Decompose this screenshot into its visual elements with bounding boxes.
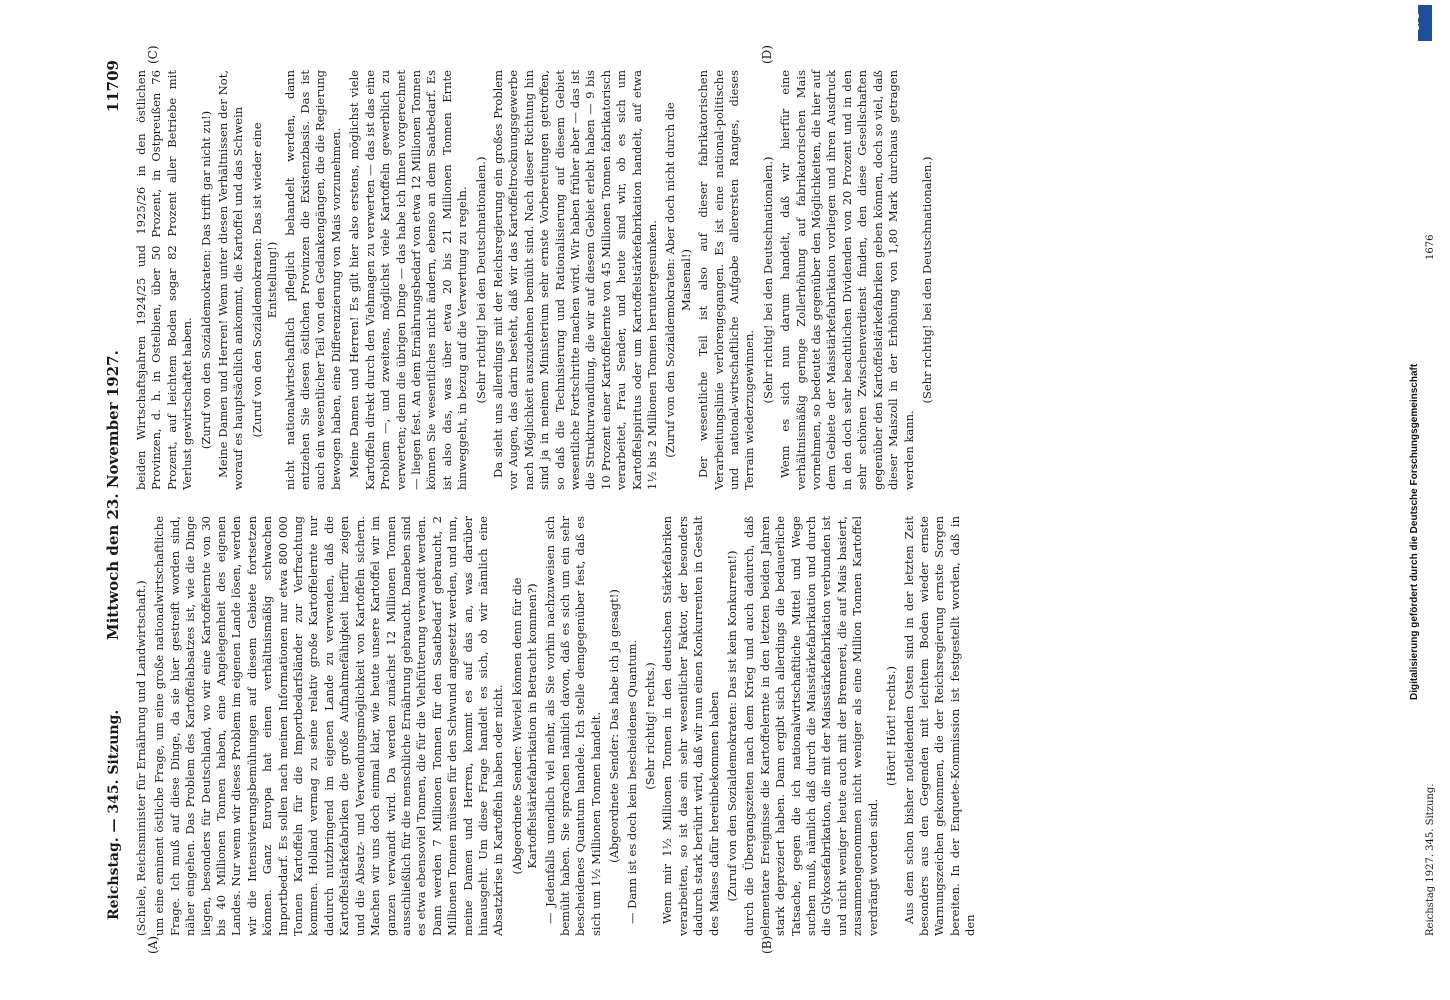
right-column	[134, 70, 937, 490]
footer-signature: 1676	[1425, 234, 1436, 260]
interjection: (Hört! Hört! rechts.)	[884, 666, 899, 786]
left-column	[134, 516, 982, 936]
interjection: (Sehr richtig! rechts.)	[643, 662, 657, 790]
interjection: (Abgeordnete Sender: Wieviel können denn für die Kartoffelstärkefabrikation in Betracht kommen?)	[509, 577, 540, 875]
paragraph: nicht nationalwirtschaftlich pfleglich behandelt werden, dann entziehen Sie diesen östlichen Provinzen die Existenzbasis. Das ist auch ein wesentlicher Teil von den Gedankengängen, die die Regierung bewogen haben, eine Differenzierung von Mais vorzunehmen.	[282, 70, 343, 490]
footer-left: Reichstag 1927. 345. Sitzung.	[1425, 783, 1436, 936]
paragraph: Aus dem schon bisher notleidenden Osten sind in der letzten Zeit besonders aus den Gegenden mit leichtem Boden wieder ernste Warnungszeichen gekommen, die der Reichsregierung ernste Sorgen bereiten. In der Enquete-Kommission ist festgestellt worden, daß in den	[901, 516, 978, 936]
paragraph: Meine Damen und Herren! Wenn unter diesen Verhältnissen der Not, worauf es hauptsächlich ankommt, die Kartoffel und das Schwein	[216, 70, 246, 490]
paragraph: Wenn mir 1½ Millionen Tonnen in den deutschen Stärkefabriken verarbeiten, so ist das ein sehr wesentlicher Faktor, der besonders dadurch stark berührt wird, daß wir nun einen Konkurrenten in Gestalt des Maises dafür hereinbekommen haben	[660, 516, 721, 936]
paragraph: (Schiele, Reichsminister für Ernährung und Landwirtschaft.)	[134, 580, 148, 936]
document-page	[100, 40, 1450, 960]
header-date: Mittwoch den 23. November 1927.	[104, 350, 122, 640]
paragraph: — Jedenfalls unendlich viel mehr, als Sie vorhin nachzuweisen sich bemüht haben. Sie sprachen nämlich davon, daß es sich um ein sehr bescheidenes Quantum handele. Ich stelle demgegenüber fest, daß es sich um 1½ Millionen Tonnen handelt.	[542, 516, 603, 936]
paragraph: Meine Damen und Herren! Es gilt hier also erstens, möglichst viele Kartoffeln direkt durch den Viehmagen zu verwerten — das ist das eine Problem —, und zweitens, möglichst viele Kartoffeln gewerblich zu verwerten; denn die übrigen Dinge — das habe ich Ihnen vorgerechnet — liegen fest. An dem Ernährungsbedarf von etwa 12 Millionen Tonnen können Sie wesentliches nicht ändern, ebenso an dem Saatbedarf. Es ist also das, was über etwa 20 bis 21 Millionen Tonnen Ernte hinweggeht, in bezug auf die Verwertung zu regeln.	[347, 70, 470, 490]
interjection: (Zuruf von den Sozialdemokraten: Aber doch nicht durch die Maisenal!)	[663, 102, 693, 458]
interjection: (Sehr richtig! bei den Deutschnationalen.)	[473, 156, 488, 404]
interjection: (Zuruf von den Sozialdemokraten: Das ist kein Konkurrent!)	[725, 550, 740, 902]
margin-marker-d: (D)	[760, 45, 774, 64]
margin-marker-a: (A)	[146, 935, 160, 954]
paragraph: durch die Übergangszeiten nach dem Krieg und auch dadurch, daß elementare Ereignisse die Kartoffelernte in den letzten beiden Jahren stark depreziert haben. Dann ergibt sich allerdings die bedauerliche Tatsache, gegen die ich nationalwirtschaftliche Mittel und Wege suchen muß, nämlich daß durch die Maisstärkefabrikation und durch die Glykosefabrikation, die mit der Maisstärkefabrikation verbunden ist und nicht weniger heute auch mit der Brennerei, die auf Mais basiert, zusammengenommen nicht weniger als eine Million Tonnen Kartoffel verdrängt worden sind.	[742, 516, 880, 936]
dfg-logo	[1411, 5, 1432, 41]
paragraph: Wenn es sich nun darum handelt, daß wir hierfür eine verhältnismäßig geringe Zollerhöhung auf fabrikatorischen Mais vornehmen, so bedeutet das gegenüber den Möglichkeiten, die hier auf dem Gebiete der Maisstärkefabrikation vorliegen und ihren Ausdruck in den doch sehr beachtlichen Dividenden von 20 Prozent und in den sehr schönen Zwischenverdienst finden, den diese Gesellschaften gegenüber den Kartoffelstärkefabriken geben können, doch so viel, daß dieser Maiszoll in der Erhöhung von 1,80 Mark durchaus getragen werden kann.	[778, 70, 916, 490]
interjection: (Abgeordnete Sender: Das habe ich ja gesagt!)	[607, 589, 622, 863]
interjection: (Sehr richtig! bei den Deutschnationalen.)	[919, 156, 934, 404]
header-page-number: 11709	[104, 60, 122, 113]
header-left-label: Reichstag. — 345. Sitzung.	[106, 709, 122, 920]
side-note	[1405, 10, 1425, 700]
paragraph: Der wesentliche Teil ist also auf dieser fabrikatorischen Verarbeitungslinie verlorengegangen. Es ist eine national-politische und national-wirtschaftliche Aufgabe allerersten Ranges, dieses Terrain wiederzugewinnen.	[696, 70, 757, 490]
running-header	[100, 40, 130, 960]
interjection: (Zuruf von den Sozialdemokraten: Das trifft gar nicht zu!)	[198, 110, 213, 450]
margin-marker-c: (C)	[146, 45, 160, 64]
margin-marker-b: (B)	[760, 935, 774, 954]
funding-note: Digitalisierung gefördert durch die Deutsche Forschungsgemeinschaft	[1409, 363, 1420, 700]
paragraph: beiden Wirtschaftsjahren 1924/25 und 1925/26 in den östlichen Provinzen, d. h. in Ostelbien, über 50 Prozent, in Ostpreußen 76 Prozent, auf leichtem Boden sogar 82 Prozent aller Betriebe mit Verlust gewirtschaftet haben.	[134, 70, 195, 490]
paragraph: — Dann ist es doch kein bescheidenes Quantum.	[624, 639, 639, 924]
interjection: (Sehr richtig! bei den Deutschnationalen.)	[760, 156, 775, 404]
interjection: (Zuruf von den Sozialdemokraten: Das ist wieder eine Entstellung!)	[249, 122, 280, 438]
paragraph: Da sieht uns allerdings mit der Reichsregierung ein großes Problem vor Augen, das darin besteht, daß wir das Kartoffeltrocknungsgewerbe nach Möglichkeit auszudehnen bemüht sind. Nach dieser Richtung hin sind ja in meinem Ministerium sehr ernste Vorbereitungen getroffen, so daß die Technisierung und Rationalisierung auf diesem Gebiet wesentliche Fortschritte machen wird. Wir haben früher aber — das ist die Strukturwandlung, die wir auf diesem Gebiet erlebt haben — 9 bis 10 Prozent einer Kartoffelernte von 45 Millionen Tonnen fabrikatorisch verarbeitet, Frau Sender, und heute sind wir, ob es sich um Kartoffelspiritus oder um Kartoffelstärkefabrikation handelt, auf etwa 1½ bis 2 Millionen Tonnen heruntergesunken.	[490, 70, 659, 490]
dfg-logo-text: DFG	[1411, 13, 1421, 30]
paragraph: um eine eminent östliche Frage, um eine große nationalwirtschaftliche Frage. Ich muß auf diese Dinge, da sie hier gestreift worden sind, näher eingehen. Das Problem des Kartoffelabsatzes ist, wie die Dinge liegen, besonders für Deutschland, wo wir eine Kartoffelernte von 30 bis 40 Millionen Tonnen haben, eine Angelegenheit des eigenen Landes. Nur wenn wir dieses Problem im eigenen Lande lösen, werden wir die Intensivierungsbemühungen auf diesem Gebiete fortsetzen können. Ganz Europa hat einen verhältnismäßig schwachen Importbedarf. Es sollen nach meinen Informationen nur etwa 800 000 Tonnen Kartoffeln für die Importbedarfsländer zur Verfrachtung kommen. Holland vermag zu seine relativ große Kartoffelernte nur dadurch nutzbringend im eigenen Lande zu verwenden, daß die Kartoffelstärkefabriken die große Aufnahmefähigkeit hierfür zeigen und die Absatz- und Verwendungsmöglichkeit von Kartoffeln sichern. Machen wir uns doch einmal klar, wie heute unsere Kartoffel wir im ganzen verwandt wird. Da werden zunächst 12 Millionen Tonnen ausschließlich für die menschliche Ernährung gebraucht. Daneben sind es etwa ebensoviel Tonnen, die für die Viehfütterung verwandt werden. Dann werden 7 Millionen Tonnen für den Saatbedarf gebraucht, 2 Millionen Tonnen müssen für den Schwund angesetzt werden, und nun, meine Damen und Herren, kommt es auf das an, was darüber hinausgeht. Um diese Frage handelt es sich, ob wir nämlich eine Absatzkrise in Kartoffeln haben oder nicht.	[152, 516, 506, 936]
